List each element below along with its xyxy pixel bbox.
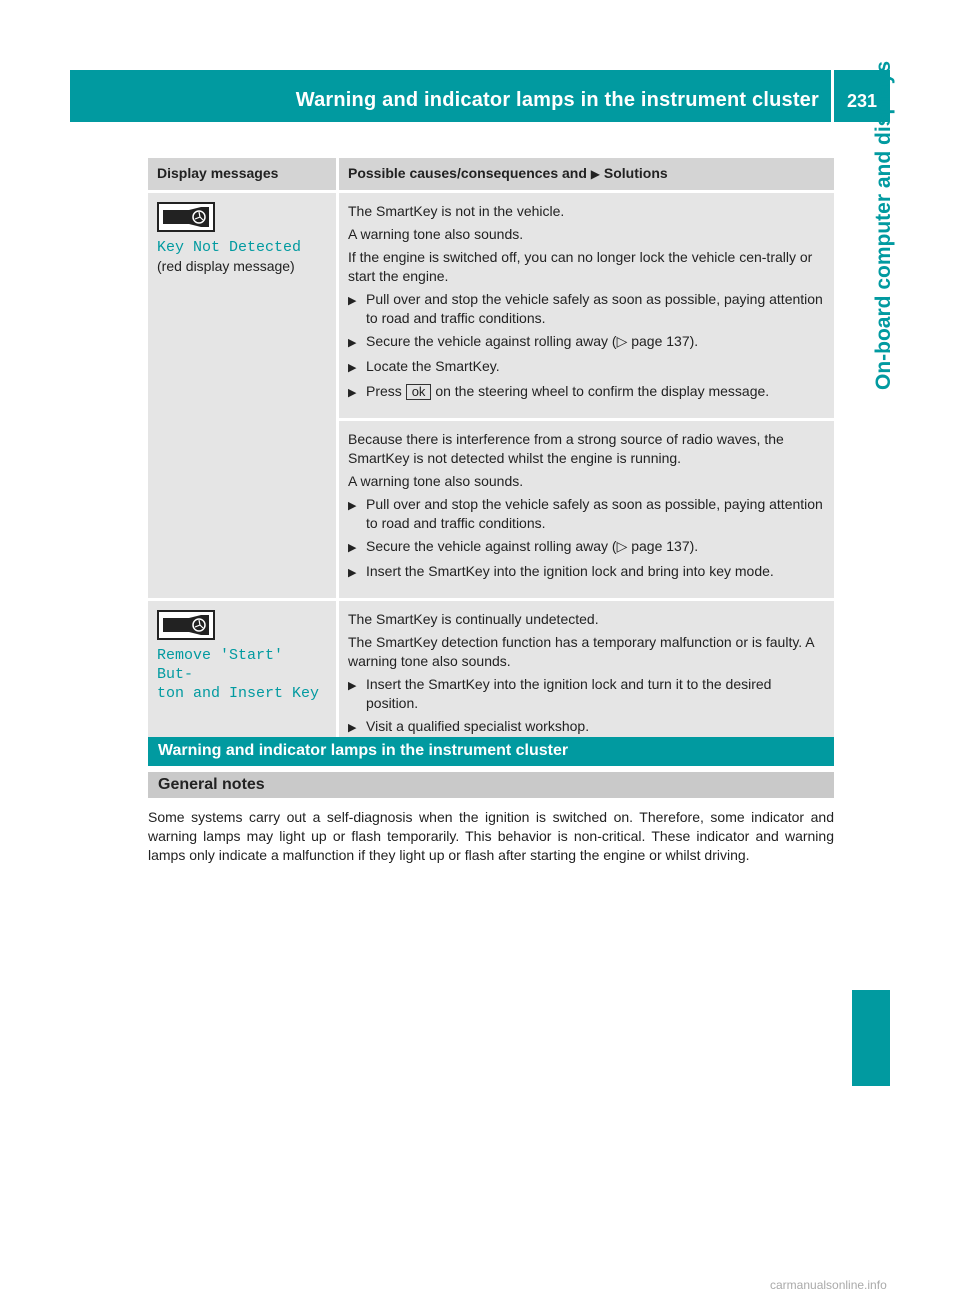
triangle-right-icon: ▶ (348, 542, 357, 554)
cause-text: If the engine is switched off, you can no longer lock the vehicle cen-trally or start the engine. (348, 249, 813, 284)
solution-cell (336, 421, 834, 598)
triangle-right-icon: ▶ (590, 167, 601, 181)
solution-step (348, 675, 826, 713)
triangle-right-icon: ▶ (348, 387, 357, 399)
solution-step (348, 562, 826, 583)
step-text-post: on the steering wheel to confirm the display message. (435, 383, 770, 399)
body-paragraph: Some systems carry out a self-diagnosis when the ignition is switched on. Therefore, some indicator and warning lamps may light up or flash temporarily. This behavior is non-critical. These indicator and warning lamps only indicate a malfunction if they light up or flash after starting the engine or whilst driving. (148, 809, 834, 863)
step-text (366, 382, 769, 403)
header-title: Warning and indicator lamps in the instrument cluster (295, 89, 819, 111)
solution-step (348, 537, 826, 558)
solution-cell (336, 601, 834, 753)
triangle-right-icon: ▶ (348, 722, 357, 734)
side-tab-block (852, 990, 890, 1086)
message-note: (red display message) (157, 258, 295, 274)
message-cell (148, 193, 336, 598)
cause-text: The SmartKey is not in the vehicle. (348, 203, 565, 219)
display-messages-table (148, 155, 834, 756)
triangle-right-icon: ▶ (348, 567, 357, 579)
page-number: 231 (846, 91, 878, 111)
col-header-prefix: Possible causes/consequences and (348, 165, 587, 181)
col-header-solutions (336, 158, 834, 190)
cause-text: The SmartKey detection function has a temporary malfunction or is faulty. A warning tone also sounds. (348, 634, 814, 669)
watermark: carmanualsonline.info (770, 1278, 887, 1292)
solution-step (348, 495, 826, 533)
cause-text: A warning tone also sounds. (348, 473, 524, 489)
triangle-right-icon: ▶ (348, 680, 357, 692)
message-cell (148, 601, 336, 753)
step-text: Insert the SmartKey into the ignition lock and bring into key mode. (366, 563, 774, 579)
solution-step (348, 382, 826, 403)
col-header-display-messages: Display messages (148, 158, 336, 190)
ok-key-icon: ok (406, 384, 432, 400)
smartkey-icon (157, 610, 215, 640)
section-heading: Warning and indicator lamps in the instrument cluster (148, 737, 834, 766)
step-text: Secure the vehicle against rolling away (▷ page 137). (366, 333, 699, 349)
triangle-right-icon: ▶ (348, 337, 357, 349)
solution-step (348, 717, 826, 738)
subsection-heading: General notes (148, 772, 834, 798)
smartkey-icon (157, 202, 215, 232)
solution-cell (336, 193, 834, 418)
step-text: Pull over and stop the vehicle safely as soon as possible, paying attention to road and traffic conditions. (366, 496, 823, 531)
table-row (148, 601, 834, 753)
step-text: Insert the SmartKey into the ignition lock and turn it to the desired position. (366, 676, 772, 711)
table-header-row (148, 158, 834, 190)
side-tab-label: On-board computer and displays (872, 60, 895, 390)
page-header (70, 70, 890, 122)
cause-text: A warning tone also sounds. (348, 226, 524, 242)
message-code: Remove 'Start' But‑ (157, 647, 284, 683)
table-row (148, 193, 834, 418)
triangle-right-icon: ▶ (348, 500, 357, 512)
step-text: Visit a qualified specialist workshop. (366, 718, 590, 734)
message-code: Key Not Detected (157, 239, 302, 256)
col-header-suffix: Solutions (603, 165, 668, 181)
message-code: ton and Insert Key (157, 685, 320, 702)
step-text: Secure the vehicle against rolling away (▷ page 137). (366, 538, 699, 554)
solution-step (348, 332, 826, 353)
triangle-right-icon: ▶ (348, 295, 357, 307)
step-text: Pull over and stop the vehicle safely as soon as possible, paying attention to road and traffic conditions. (366, 291, 823, 326)
solution-step (348, 357, 826, 378)
solution-step (348, 290, 826, 328)
step-text-pre: Press (366, 383, 402, 399)
step-text: Locate the SmartKey. (366, 358, 500, 374)
triangle-right-icon: ▶ (348, 362, 357, 374)
cause-text: The SmartKey is continually undetected. (348, 611, 599, 627)
cause-text: Because there is interference from a strong source of radio waves, the SmartKey is not detected whilst the engine is running. (348, 431, 784, 466)
